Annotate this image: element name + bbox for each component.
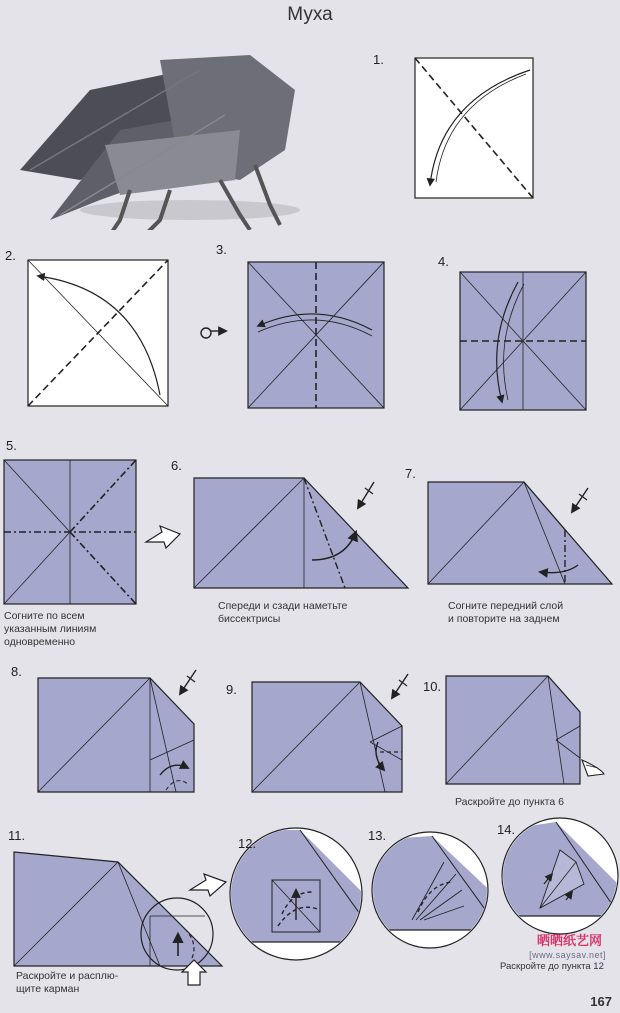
caption-line: биссектрисы bbox=[218, 613, 281, 625]
step-4-diagram bbox=[460, 272, 586, 410]
step-7-caption bbox=[448, 600, 563, 626]
page-number: 167 bbox=[590, 994, 612, 1009]
caption-line: Раскройте до пункта 12 bbox=[500, 961, 604, 972]
watermark-brand: 晒晒纸艺网 bbox=[536, 933, 602, 948]
caption-line: и повторите на заднем bbox=[448, 613, 560, 625]
step-5-diagram bbox=[4, 460, 136, 604]
step-number: 11. bbox=[8, 828, 26, 843]
step-1-diagram bbox=[415, 58, 533, 198]
caption-line: Раскройте до пункта 6 bbox=[455, 796, 564, 808]
step-number: 8. bbox=[11, 664, 22, 679]
step-9-diagram bbox=[252, 674, 408, 792]
step-8-diagram bbox=[38, 670, 196, 792]
step-7-diagram bbox=[428, 482, 612, 584]
caption-line: Раскройте и расплю- bbox=[16, 970, 119, 982]
step-14-caption bbox=[500, 960, 604, 973]
step-number: 1. bbox=[373, 52, 384, 67]
step-number: 14. bbox=[497, 822, 516, 837]
step-number: 4. bbox=[438, 254, 449, 269]
step-number: 9. bbox=[226, 682, 237, 697]
step-number: 10. bbox=[423, 679, 442, 694]
caption-line: Согните передний слой bbox=[448, 600, 564, 612]
step-number: 6. bbox=[171, 458, 182, 473]
caption-line: щите карман bbox=[16, 983, 80, 995]
step-number: 5. bbox=[6, 438, 17, 453]
step-6-diagram bbox=[194, 478, 408, 588]
turn-over-icon bbox=[201, 328, 226, 338]
step-5-caption bbox=[4, 610, 96, 649]
step-number: 2. bbox=[5, 248, 16, 263]
step-number: 7. bbox=[405, 466, 416, 481]
step-13-diagram bbox=[372, 832, 500, 948]
caption-line: Спереди и сзади наметьте bbox=[218, 600, 348, 612]
arrow-next-icon bbox=[146, 526, 180, 548]
step-10-diagram bbox=[446, 676, 604, 784]
step-number: 13. bbox=[368, 828, 387, 843]
step-3-diagram bbox=[248, 262, 384, 408]
step-number: 3. bbox=[216, 242, 227, 257]
step-2-diagram bbox=[28, 260, 168, 406]
step-11-caption bbox=[16, 970, 118, 996]
step-14-diagram bbox=[502, 818, 620, 934]
page-title: Муха bbox=[287, 4, 333, 25]
step-11-diagram bbox=[14, 852, 226, 985]
caption-line: указанным линиям bbox=[4, 623, 97, 635]
caption-line: Согните по всем bbox=[4, 610, 85, 622]
step-6-caption bbox=[218, 600, 347, 626]
caption-line: одновременно bbox=[4, 636, 76, 648]
watermark-url: [www.saysav.net] bbox=[529, 950, 606, 960]
step-10-caption bbox=[455, 796, 564, 809]
arrow-next-icon bbox=[190, 874, 226, 896]
step-number: 12. bbox=[238, 836, 257, 851]
